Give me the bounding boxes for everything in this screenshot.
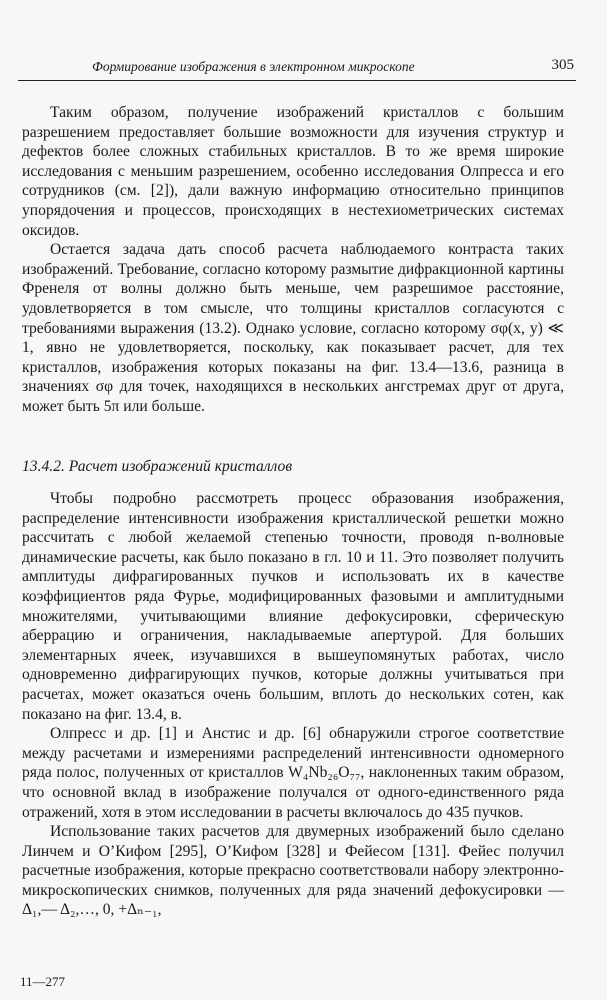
paragraph: Чтобы подробно рассмотреть процесс образования изображения, распределение интенсивности изображения кристаллической решетки можно рассчитать с любой желаемой степенью точности, проводя n-волновые динамические расчеты, как было показано в гл. 10 и 11. Это позволяет получить амплитуды дифрагированных пучков и использовать их в качестве коэффициентов ряда Фурье, модифицированных фазовыми и амплитудными множителями, учитывающими влияние дефокусировки, сферическую аберрацию и ограничения, накладываемые апертурой. Для больших элементарных ячеек, изучавшихся в вышеупомянутых работах, число одновременно дифрагирующих пучков, которые должны учитываться при расчетах, может оказаться очень большим, вплоть до нескольких сотен, как показано на фиг. 13.4, в. xyxy=(22,490,564,723)
paragraph: Таким образом, получение изображений кристаллов с большим разрешением предоставляет большие возможности для изучения структур и дефектов более сложных стабильных кристаллов. В то же время широкие исследования с меньшим разрешением, особенно исследования Олпресса и его сотрудников (см. [2]), дали важную информацию относительно принципов упорядочения и процессов, происходящих в нестехиометрических системах оксидов. xyxy=(22,104,564,239)
running-header xyxy=(18,54,576,81)
paragraph: Олпресс и др. [1] и Анстис и др. [6] обнаружили строгое соответствие между расчетами и измерениями распределений интенсивности одномерного ряда полос, полученных от кристаллов W₄Nb₂₆O₇₇, наклоненных таким образом, что основной вклад в изображение получался от одного-единственного ряда отражений, хотя в этом исследовании в расчеты включалось до 435 пучков. xyxy=(22,725,564,821)
text-block-bottom xyxy=(22,489,564,920)
running-title: Формирование изображения в электронном микроскопе xyxy=(92,59,415,74)
text-block-top xyxy=(22,103,564,417)
page-number: 305 xyxy=(551,57,574,73)
signature-mark: 11—277 xyxy=(20,974,66,989)
paragraph: Использование таких расчетов для двумерных изображений было сделано Линчем и О’Кифом [295], О’Кифом [328] и Фейесом [131]. Фейес получил расчетные изображения, которые прекрасно соответствовали набору электронно-микроскопических снимков, полученных для ряда значений дефокусировки —Δ₁,— Δ₂,…, 0, +Δₙ₋₁, xyxy=(22,823,564,919)
paragraph: Остается задача дать способ расчета наблюдаемого контраста таких изображений. Требование, согласно которому размытие дифракционной картины Френеля от волны должно быть меньше, чем разрешимое расстояние, удовлетворяется в том смысле, что толщины кристаллов согласуются с требованиями выражения (13.2). Однако условие, согласно которому σφ(x, y) ≪ 1, явно не удовлетворяется, поскольку, как показывает расчет, для тех кристаллов, изображения которых показаны на фиг. 13.4—13.6, разница в значениях σφ для точек, находящихся в нескольких ангстремах друг от друга, может быть 5π или больше. xyxy=(22,241,564,415)
section-heading: 13.4.2. Расчет изображений кристаллов xyxy=(22,458,293,475)
